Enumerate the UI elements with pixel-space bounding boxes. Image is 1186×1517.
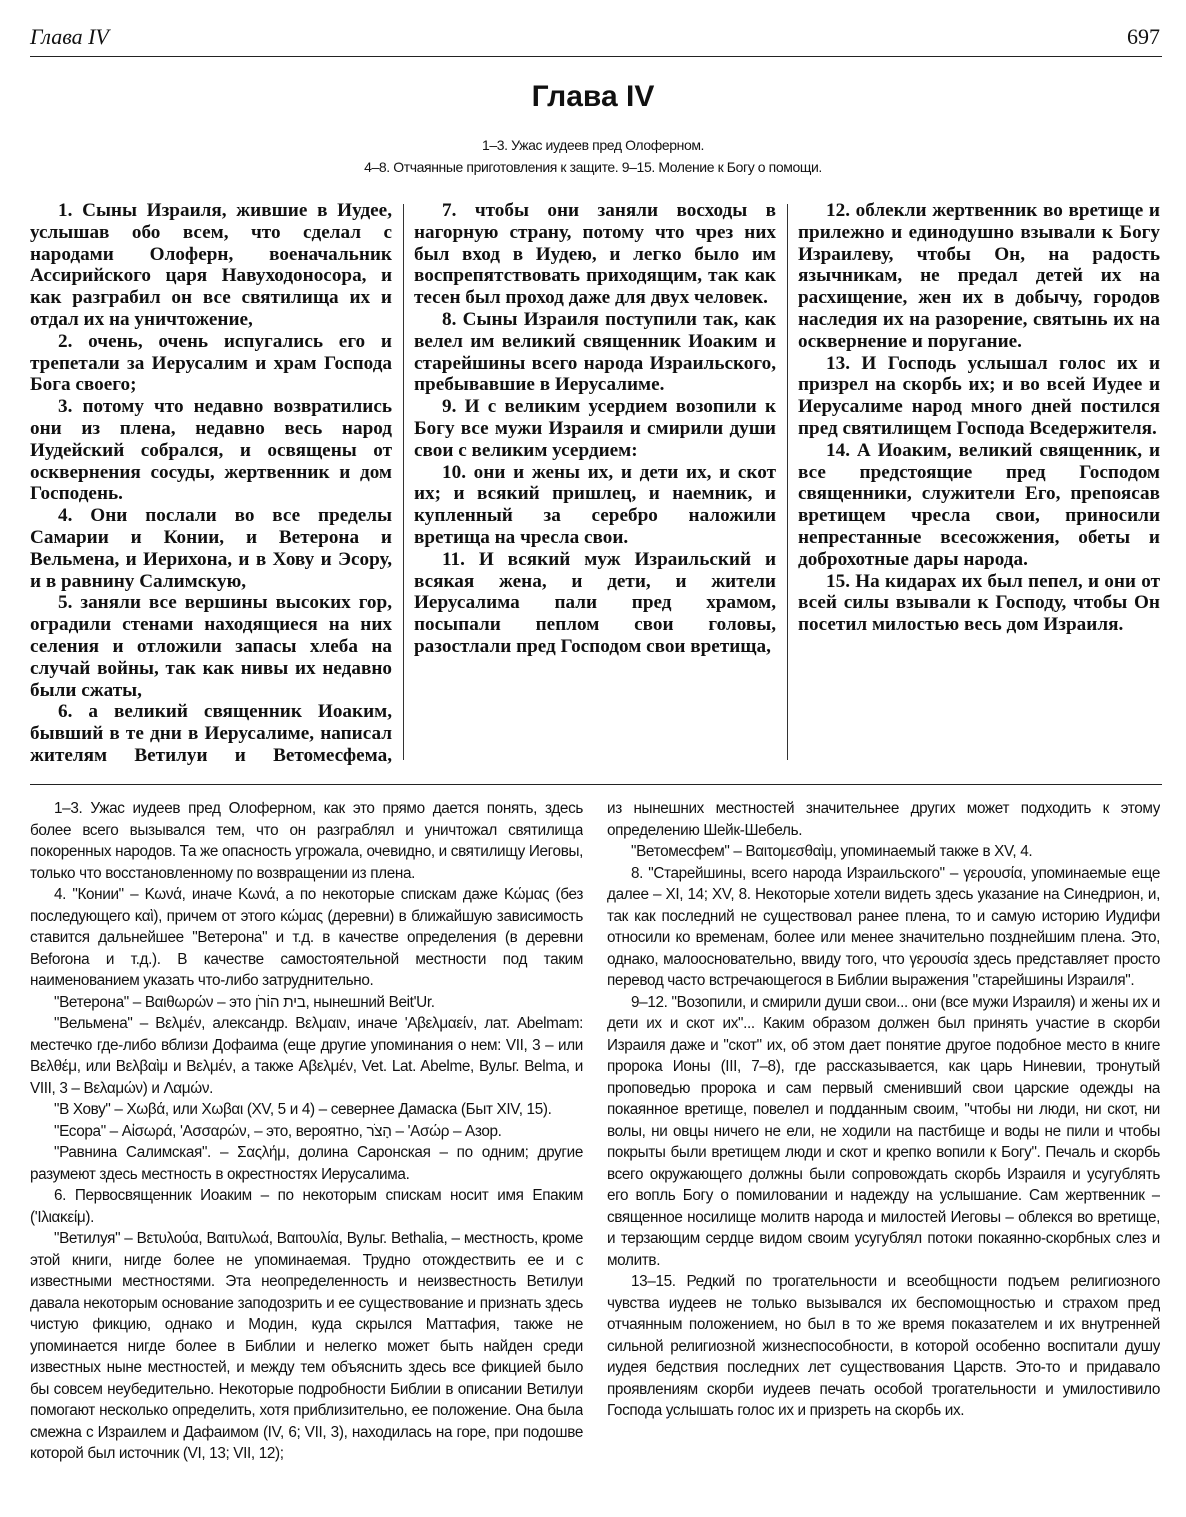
summary-line: 4–8. Отчаянные приготовления к защите. 9–15. Моление к Богу о помощи. <box>364 159 822 175</box>
note: "Есора" – Αἰσωρά, 'Ασσαρών, – это, вероятно, הָצֹר – 'Ασώρ – Азор. <box>54 1122 502 1140</box>
note: "В Хову" – Χωβά, или Χωβαι (XV, 5 и 4) – севернее Дамаска (Быт XIV, 15). <box>54 1101 552 1118</box>
commentary-column-2 <box>607 798 1160 1503</box>
note: "Вельмена" – Βελμέν, александр. Βελμαιν, иначе 'Αβελμαείν, лат. Abelmam: местечко где-либо вблизи Дофаима (еще другие упоминания о нем: VII, 3 – или Βελθέμ, или Βελβαὶμ и Βελμέν, а также Αβελμέν, Vet. Lat. Abelme, Вульг. Belma, и VIII, 3 – Βελαμών) и Λαμών. <box>30 1015 583 1097</box>
header-rule <box>30 56 1162 57</box>
chapter-summary <box>0 134 1186 178</box>
verse: 14. А Иоаким, великий священник, и все предстоящие пред Господом священники, служители Его, препоясав вретищем чресла свои, приносили непрестанные всесожжения, обеты и доброхотные дары народа. <box>798 439 1160 570</box>
verse: 2. очень, очень испугались его и трепетали за Иерусалим и храм Господа Бога своего; <box>30 330 392 396</box>
verse: 3. потому что недавно возвратились они из плена, недавно весь народ Иудейский собрался, и освящены от осквернения сосуды, жертвенник и дом Господень. <box>30 396 392 505</box>
verse-text <box>30 200 1160 765</box>
running-head <box>30 20 1162 54</box>
note: 1–3. Ужас иудеев пред Олоферном, как это прямо дается понять, здесь более всего вызывался тем, что он разграблял и уничтожал святилища покоренных народов. Та же опасность угрожала, очевидно, и святилищу Иеговы, только что восстановленному по возвращении из плена. <box>30 800 583 882</box>
note: "Ветерона" – Βαιθωρών – это בית הוֹרֹן, нынешний Beit'Ur. <box>54 993 435 1011</box>
verse: 9. И с великим усердием возопили к Богу все мужи Израиля и смирили души свои с великим усердием: <box>414 396 776 461</box>
note: 13–15. Редкий по трогательности и всеобщности подъем религиозного чувства иудеев не только вызывался их беспомощностью и страхом пред отчаянным положением, но был в то же время показателем и их внутренней сильной религиозной жизнеспособности, в которой особенно воспитали душу иудея бедствия последних лет существования Царств. Это-то и придавало проявлениям скорби иудеев печать особой трогательности и умилостивило Господа услышать голос их и призреть на скорбь их. <box>607 1273 1160 1419</box>
verse: 10. они и жены их, и дети их, и скот их; и всякий пришлец, и наемник, и купленный за серебро наложили вретища на чресла свои. <box>414 461 776 548</box>
commentary <box>30 798 1160 1503</box>
note: 6. Первосвященник Иоаким – по некоторым спискам носит имя Епаким ('Ιλιακείμ). <box>30 1187 583 1226</box>
note: "Равнина Салимская". – Σαςλήμ, долина Саронская – по одним; другие разумеют здесь местность в окрестностях Иерусалима. <box>30 1144 583 1183</box>
verse-column-1 <box>30 200 392 765</box>
verse: 7. чтобы они заняли восходы в нагорную страну, потому что чрез них был вход в Иудею, и легко было им воспрепятствовать приходящим, так как тесен был проход даже для двух человек. <box>414 200 776 309</box>
note: "Ветилуя" – Βετυλούα, Βαιτυλωά, Βαιτουλία, Вульг. Bethalia, – местность, кроме этой книги, нигде более не упоминаемая. Трудно отождествить ее и с известными местностями. Эта неопределенность и неизвестность Ветилуи давала некоторым основание заподозрить и ее существование и признать здесь чистую фикцию, однако и Модин, куда скрылся Маттафия, также не упоминается нигде более в Библии и нелегко может быть найден среди известных ныне местностей, и между тем объяснить здесь все фикцией было бы совсем неубедительно. Некоторые подробности Библии в описании Ветилуи помогают несколько определить, хотя приблизительно, ее положение. Она была смежна с Израилем и Дафаимом (IV, 6; VII, 3), находилась на горе, при подошве которой был источник (VI, 13; VII, 12); <box>30 1230 583 1462</box>
verse: 8. Сыны Израиля поступили так, как велел им великий священник Иоаким и старейшины всего народа Израильского, пребывавшие в Иерусалиме. <box>414 308 776 396</box>
notes-rule <box>30 784 1162 785</box>
note: 9–12. "Возопили, и смирили души свои... они (все мужи Израиля) и жены их и дети их и скот их"... Каким образом должен был принять участие в скорби Израиля даже и "скот" их, об этом дает понятие другое подобное место в книге пророка Ионы (III, 7–8), где рассказывается, как царь Ниневии, тронутый проповедью пророка и сам первый сменивший свои царские одежды на покаянное вретище, повелел и подданным своим, "чтобы ни люди, ни скот, ни волы, ни овцы ничего не ели, не ходили на пастбище и воды не пили и чтобы покрыты были вретищем люди и скот и крепко вопили к Богу". Печаль и скорбь всего окружающего должны были сопровождать скорбь Израиля и усугублять его вопль Богу о помиловании и надежду на услышание. Сам жертвенник – священное носилище молитв народа и милостей Иеговы – облекся во вретище, и терзающим сердце видом своим усугублял потоки покаянно-скорбных слез и молитв. <box>607 993 1160 1269</box>
verse: 12. облекли жертвенник во вретище и прилежно и единодушно взывали к Богу Израилеву, чтобы Он, на радость язычникам, не предал детей их на расхищение, жен их в добычу, городов наследия их на разорение, святынь их на осквернение и поругание. <box>798 200 1160 352</box>
running-head-chapter: Глава IV <box>30 24 109 49</box>
commentary-column-1 <box>30 798 583 1503</box>
summary-line: 1–3. Ужас иудеев пред Олоферном. <box>481 137 705 153</box>
note: из нынешних местностей значительнее других может подходить к этому определению Шейк-Шебель. <box>607 800 1160 839</box>
verse: 5. заняли все вершины высоких гор, оградили стенами находящиеся на них селения и отложили запасы хлеба на случай войны, так как нивы их недавно были сжаты, <box>30 592 392 701</box>
verse: 13. И Господь услышал голос их и призрел на скорбь их; и во всей Иудее и Иерусалиме народ много дней постился пред святилищем Господа Вседержителя. <box>798 352 1160 439</box>
verse-column-2 <box>414 200 776 765</box>
verse-column-3 <box>798 200 1160 765</box>
note: 4. "Конии" – Κωνά, иначе Κωνά, а по некоторые спискам даже Κώμας (без последующего καὶ), причем от этого κώμας (деревни) в ближайшую зависимость ставится дальнейшее "Ветерона" и т.д. в качестве определения (в деревни Веforона и т.д.). В качестве самостоятельной местности под таким наименованием указать что-либо затруднительно. <box>30 886 583 989</box>
verse: 4. Они послали во все пределы Самарии и Конии, и Ветерона и Вельмена, и Иерихона, и в Хову и Эсору, и в равнину Салимскую, <box>30 505 392 592</box>
note: 8. "Старейшины, всего народа Израильского" – γερουσία, упоминаемые еще далее – XI, 14; XV, 8. Некоторые хотели видеть здесь указание на Синедрион, и, так как последний не существовал ранее плена, то и самую историю Иудифи относили ко временам, более или менее значительно позднейшим плена. Это, однако, малоосновательно, ввиду того, что γερουσία здесь представляет просто перевод часто встречающегося в Библии выражения "старейшины Израиля". <box>607 864 1160 989</box>
verse: 11. И всякий муж Израильский и всякая жена, и дети, и жители Иерусалима пали пред храмом, посыпали пеплом свои головы, разостлали пред Господом свои вретища, <box>414 548 776 657</box>
verse: 1. Сыны Израиля, жившие в Иудее, услышав обо всем, что сделал с народами Олоферн, военачальник Ассирийского царя Навуходоносора, и как разграбил он все святилища их и отдал их на уничтожение, <box>30 200 392 330</box>
verse: 6. а великий священник Иоаким, бывший в те дни в Иерусалиме, написал жителям Ветилуи и Ветомесфема, <box>30 701 392 765</box>
verse: 15. На кидарах их был пепел, и они от всей силы взывали к Господу, чтобы Он посетил милостью весь дом Израиля. <box>798 570 1160 636</box>
page-number: 697 <box>1127 24 1160 49</box>
chapter-title: Глава IV <box>531 80 655 113</box>
note: "Ветомесфем" – Βαιτομεσθαὶμ, упоминаемый также в XV, 4. <box>631 843 1033 860</box>
